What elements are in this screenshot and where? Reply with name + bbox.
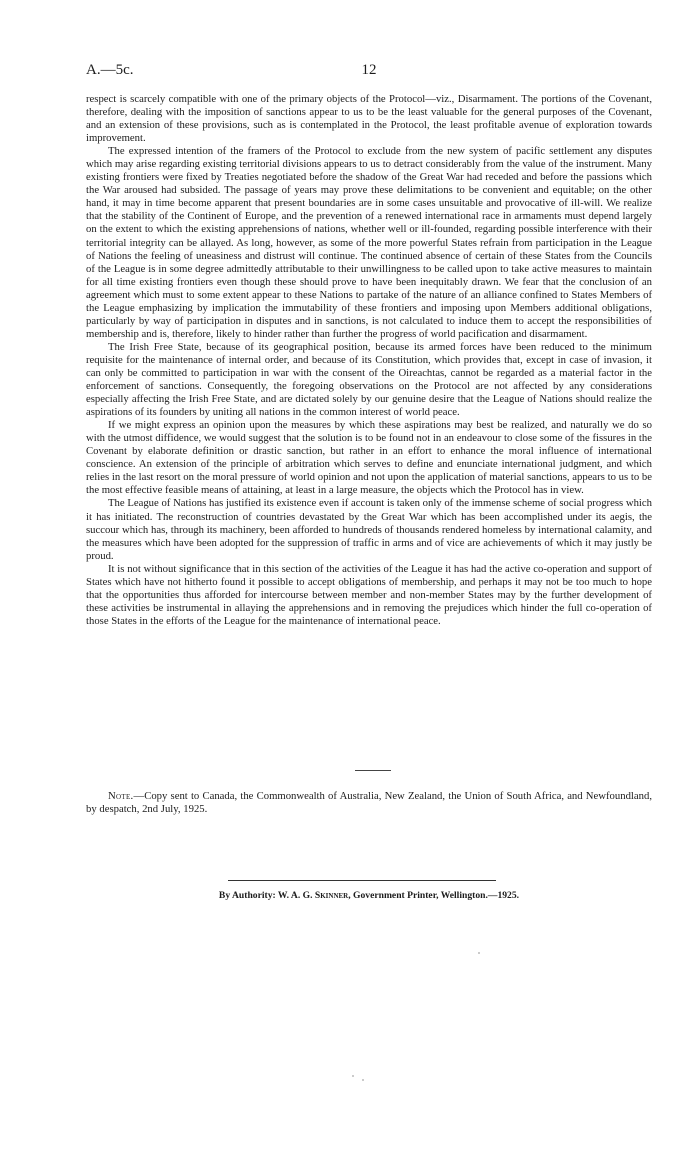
page-header — [86, 62, 652, 82]
paragraph-4: If we might express an opinion upon the measures by which these aspirations may best be realized, and naturally we do so with the utmost diffidence, we would suggest that the solution is to be found not in an endeavour to close some of the fissures in the Covenant by elaborate definition or drastic sanction, but rather in an effort to enhance the moral influence of international conscience. An extension of the principle of arbitration which serves to define and enunciate international judgment, and which relies in the last resort on the moral pressure of world opinion and not upon the application of material sanctions, appears to us to be the most effective feasible means of attaining, at least in a large measure, the objects which the Protocol has in view. — [86, 419, 652, 497]
note-label: Note. — [108, 790, 134, 802]
note-text: —Copy sent to Canada, the Commonwealth of Australia, New Zealand, the Union of South Africa, and Newfoundland, by despatch, 2nd July, 1925. — [86, 790, 652, 816]
paragraph-6: It is not without significance that in this section of the activities of the League it has had the active co-operation and support of States which have not hitherto found it possible to accept obligations of membership, and perhaps it may not be too much to hope that the opportunities thus afforded for intercourse between member and non-member States may by the further development of these activities be instrumental in allaying the apprehensions and in removing the prejudices which hinder the full co-operation of those States in the efforts of the League for the maintenance of international peace. — [86, 562, 652, 627]
page-number: 12 — [361, 62, 377, 78]
printer-imprint — [86, 890, 652, 901]
scan-speck — [362, 1079, 364, 1081]
scan-speck — [478, 952, 480, 954]
section-divider — [355, 770, 391, 771]
imprint-prefix: By Authority: W. A. G. — [218, 890, 315, 901]
paragraph-5: The League of Nations has justified its existence even if account is taken only of the immense scheme of social progress which it has initiated. The reconstruction of countries devastated by the Great War which has been accomplished under its aegis, the succour which has, through its machinery, been afforded to hundreds of thousands rendered homeless by international calamity, and the measures which have been adopted for the suppression of traffic in arms and of vice are achievements of which it may justly be proud. — [86, 497, 652, 562]
imprint-suffix: , Government Printer, Wellington.—1925. — [348, 890, 520, 901]
note-block — [86, 790, 652, 816]
imprint-rule — [228, 880, 496, 881]
document-reference: A.—5c. — [86, 62, 134, 78]
printer-surname: Skinner — [314, 890, 349, 901]
paragraph-1: respect is scarcely compatible with one of the primary objects of the Protocol—viz., Disarmament. The portions of the Covenant, therefore, dealing with the imposition of sanctions appear to us to be the least valuable for the general purposes of the Covenant, and an extension of these provisions, such as is contemplated in the Protocol, the least profitable avenue of exploration towards improvement. — [86, 93, 652, 145]
body-text — [86, 93, 652, 628]
scan-speck — [352, 1075, 354, 1077]
paragraph-3: The Irish Free State, because of its geographical position, because its armed forces have been reduced to the minimum requisite for the maintenance of internal order, and because of its Constitution, which provides that, except in case of invasion, it can only be committed to participation in war with the consent of the Oireachtas, cannot be regarded as a material factor in the enforcement of sanctions. Consequently, the foregoing observations on the Protocol are not affected by any considerations especially affecting the Irish Free State, and are dictated solely by our genuine desire that the League of Nations should realize the aspirations of its founders by uniting all nations in the common interest of world peace. — [86, 340, 652, 419]
paragraph-2: The expressed intention of the framers of the Protocol to exclude from the new system of pacific settlement any disputes which may arise regarding existing territorial divisions appears to us to detract considerably from the value of the instrument. Many existing frontiers were fixed by Treaties negotiated before the shadow of the Great War had receded and before the passions which the War aroused had subsided. The passage of years may prove these delimitations to be convenient and equitable; on the other hand, it may in time become apparent that present boundaries are in some cases unsuitable and provocative of ill-will. We realize that the stability of the Continent of Europe, and the prevention of a renewed international race in armaments must depend largely on the extent to which the existing apprehensions of nations, whether well or ill-founded, regarding possible interference with their territorial integrity can be allayed. As long, however, as some of the more powerful States refrain from participation in the League of Nations the feeling of uneasiness and distrust will continue. The continued absence of certain of these States from the Councils of the League is in some degree admittedly attributable to their unwillingness to be called upon to take active measures to maintain for all time existing frontiers even though these should prove to have been inequitably drawn. We fear that the conclusion of an agreement which must to some extent appear to these Nations to partake of the nature of an alliance confined to States Members of the League emphasizing by implication the immutability of these frontiers and imposing upon Members additional obligations, particularly by way of participation in disputes and in sanctions, is not calculated to induce them to accept the responsibilities of membership and is, therefore, likely to hinder rather than further the progress of world pacification and disarmament. — [86, 145, 652, 340]
